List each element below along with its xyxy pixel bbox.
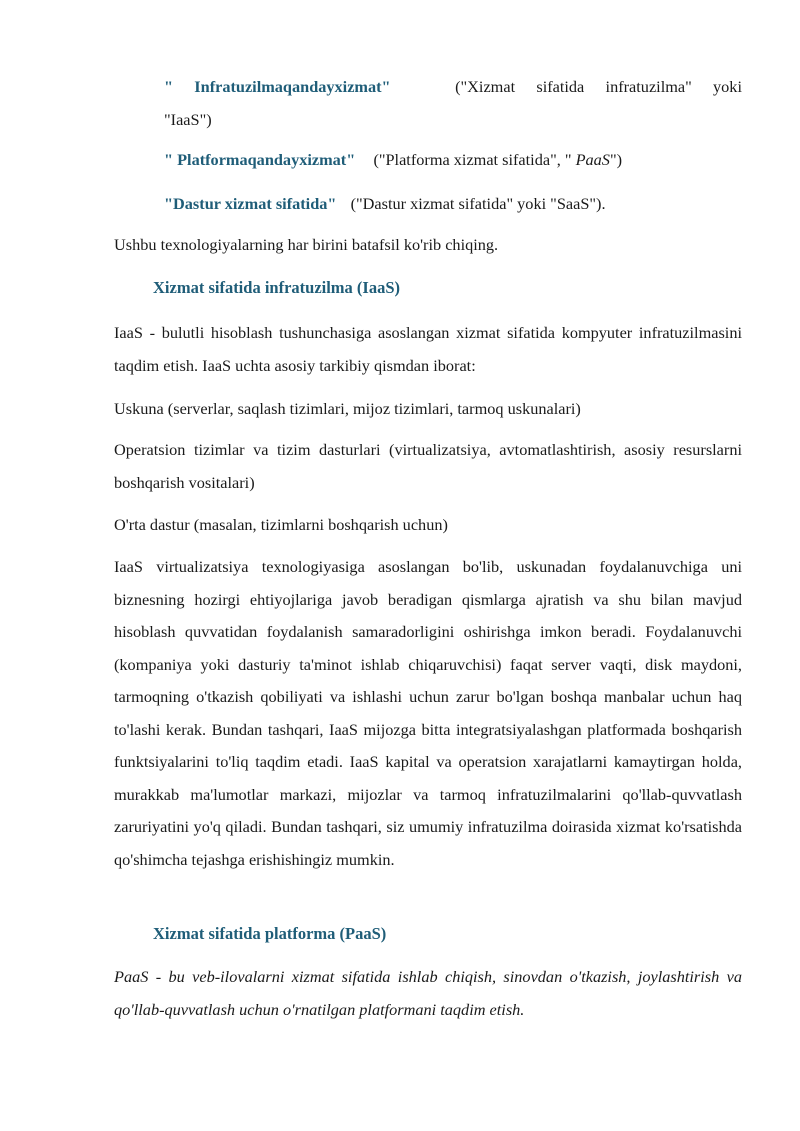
service-model-description: ("Xizmat sifatida infratuzilma" yoki <box>455 77 742 96</box>
service-model-iaas <box>164 71 742 104</box>
service-model-term: "Dastur xizmat sifatida" <box>164 194 337 213</box>
section-heading-paas: Xizmat sifatida platforma (PaaS) <box>153 924 387 943</box>
service-model-term: " Platformaqandayxizmat" <box>164 150 356 169</box>
service-model-description: ("Platforma xizmat sifatida", " <box>373 150 576 169</box>
intro-paragraph: Ushbu texnologiyalarning har birini batafsil ko'rib chiqing. <box>114 235 499 254</box>
iaas-definition-paragraph: IaaS - bulutli hisoblash tushunchasiga asoslangan xizmat sifatida kompyuter infratuzilmasini taqdim etish. IaaS uchta asosiy tarkibiy qismdan iborat: <box>114 323 742 375</box>
service-model-saas <box>164 188 742 221</box>
service-model-description-end: ") <box>609 150 623 169</box>
service-model-iaas-continued <box>164 104 742 137</box>
service-model-description-italic: PaaS <box>575 150 610 169</box>
iaas-component-middleware: O'rta dastur (masalan, tizimlarni boshqarish uchun) <box>114 515 448 534</box>
paas-definition-paragraph: PaaS - bu veb-ilovalarni xizmat sifatida ishlab chiqish, sinovdan o'tkazish, joylashtirish va qo'llab-quvvatlash uchun o'rnatilgan platformani taqdim etish. <box>114 967 742 1019</box>
service-model-description-continued: "IaaS") <box>164 110 212 129</box>
service-model-paas <box>164 144 742 177</box>
iaas-component-os: Operatsion tizimlar va tizim dasturlari (virtualizatsiya, avtomatlashtirish, asosiy resurslarni boshqarish vositalari) <box>114 440 742 492</box>
service-model-term: " Infratuzilmaqandayxizmat" <box>164 77 391 96</box>
service-model-description: ("Dastur xizmat sifatida" yoki "SaaS"). <box>350 194 606 213</box>
iaas-component-hardware: Uskuna (serverlar, saqlash tizimlari, mijoz tizimlari, tarmoq uskunalari) <box>114 399 581 418</box>
iaas-details-paragraph: IaaS virtualizatsiya texnologiyasiga asoslangan bo'lib, uskunadan foydalanuvchiga uni biznesning hozirgi ehtiyojlariga javob beradigan qismlarga ajratish va shu bilan mavjud hisoblash quvvatidan foydalanish samaradorligini oshirishga imkon beradi. Foydalanuvchi (kompaniya yoki dasturiy ta'minot ishlab chiqaruvchisi) faqat server vaqti, disk maydoni, tarmoqning o'tkazish qobiliyati va ishlashi uchun zarur bo'lgan boshqa manbalar uchun haq to'lashi kerak. Bundan tashqari, IaaS mijozga bitta integratsiyalashgan platformada boshqarish funktsiyalarini to'liq taqdim etadi. IaaS kapital va operatsion xarajatlarni kamaytirgan holda, murakkab ma'lumotlar markazi, mijozlar va tarmoq infratuzilmalarini qo'llab-quvvatlash zaruriyatini yo'q qiladi. Bundan tashqari, siz umumiy infratuzilma doirasida xizmat ko'rsatishda qo'shimcha tejashga erishishingiz mumkin. <box>114 557 742 869</box>
section-heading-iaas: Xizmat sifatida infratuzilma (IaaS) <box>153 278 401 297</box>
